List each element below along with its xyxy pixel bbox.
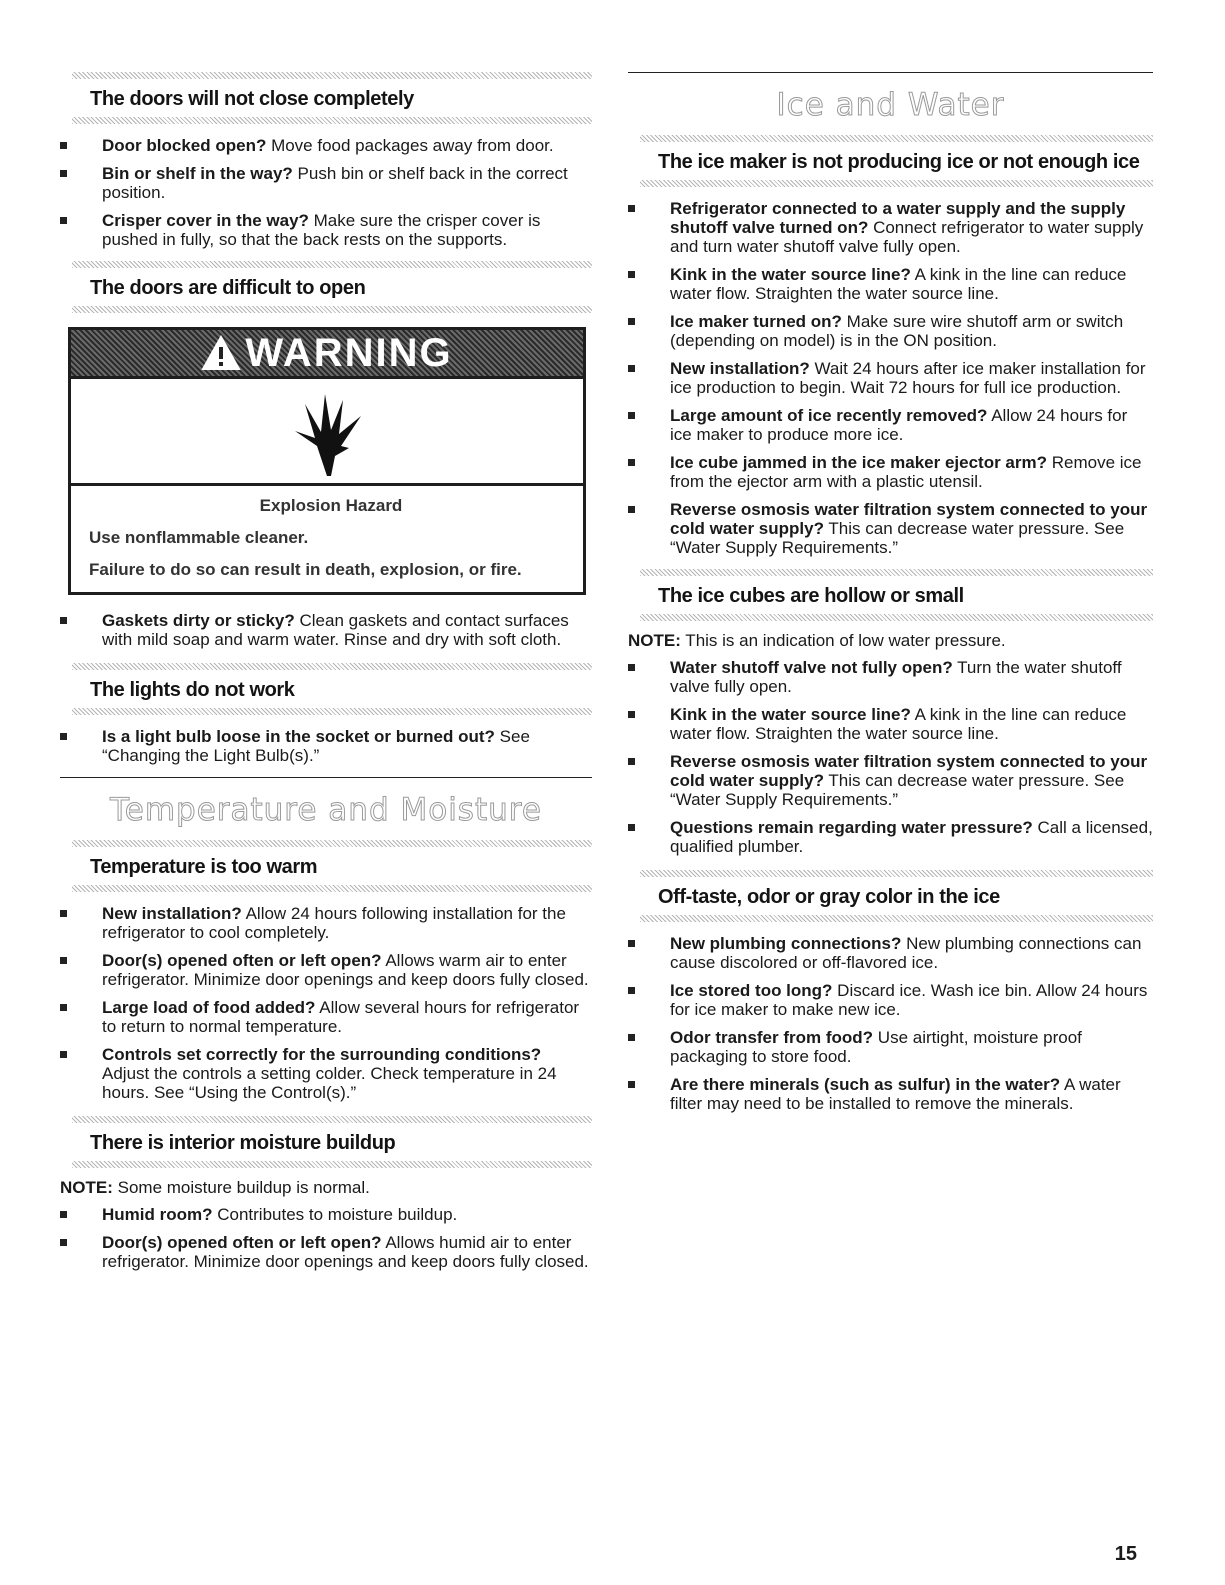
- list-item: Large load of food added? Allow several hours for refrigerator to return to normal temperature.: [60, 998, 592, 1036]
- bullet-icon: [628, 1081, 635, 1088]
- list-lights: [60, 727, 592, 765]
- bullet-icon: [628, 271, 635, 278]
- divider: [72, 663, 592, 670]
- page-number: 15: [1114, 1543, 1137, 1565]
- bullet-icon: [60, 733, 67, 740]
- list-item: Gaskets dirty or sticky? Clean gaskets and contact surfaces with mild soap and warm water. Rinse and dry with soft cloth.: [60, 611, 592, 649]
- heading-moisture: There is interior moisture buildup: [90, 1132, 396, 1154]
- divider: [72, 72, 592, 79]
- warning-line: Failure to do so can result in death, explosion, or fire.: [89, 560, 522, 579]
- bullet-icon: [60, 957, 67, 964]
- bullet-icon: [60, 170, 67, 177]
- bullet-icon: [60, 1239, 67, 1246]
- list-doors-close: [60, 136, 592, 249]
- list-moisture: [60, 1205, 592, 1271]
- list-item: Door(s) opened often or left open? Allows warm air to enter refrigerator. Minimize door openings and keep doors fully closed.: [60, 951, 592, 989]
- bullet-icon: [628, 758, 635, 765]
- divider: [72, 117, 592, 124]
- divider: [640, 180, 1153, 187]
- section-rule: [60, 777, 592, 778]
- heading-too-warm: Temperature is too warm: [90, 856, 318, 878]
- bullet-icon: [628, 459, 635, 466]
- divider: [640, 915, 1153, 922]
- bullet-icon: [628, 205, 635, 212]
- bullet-icon: [628, 987, 635, 994]
- bullet-icon: [628, 412, 635, 419]
- list-item: Refrigerator connected to a water supply and the supply shutoff valve turned on? Connect refrigerator to water supply and turn water shutoff valve fully open.: [628, 199, 1153, 256]
- list-item: Reverse osmosis water filtration system connected to your cold water supply? This can decrease water pressure. See “Water Supply Requirements.”: [628, 500, 1153, 557]
- list-item: New plumbing connections? New plumbing connections can cause discolored or off-flavored ice.: [628, 934, 1153, 972]
- list-item: Door blocked open? Move food packages away from door.: [60, 136, 592, 155]
- warning-box: [68, 327, 586, 595]
- list-item: Are there minerals (such as sulfur) in the water? A water filter may need to be installed to remove the minerals.: [628, 1075, 1153, 1113]
- list-item: New installation? Wait 24 hours after ice maker installation for ice production to begin. Wait 72 hours for full ice production.: [628, 359, 1153, 397]
- divider: [72, 1161, 592, 1168]
- list-item: Ice stored too long? Discard ice. Wash ice bin. Allow 24 hours for ice maker to make new ice.: [628, 981, 1153, 1019]
- section-rule: [628, 72, 1153, 73]
- section-title-temperature: Temperature and Moisture: [110, 792, 542, 828]
- bullet-icon: [60, 1211, 67, 1218]
- warning-title: WARNING: [245, 330, 453, 375]
- divider: [72, 840, 592, 847]
- bullet-icon: [60, 142, 67, 149]
- list-too-warm: [60, 904, 592, 1102]
- heading-doors-open: The doors are difficult to open: [90, 277, 366, 299]
- bullet-icon: [628, 824, 635, 831]
- explosion-icon: [71, 379, 583, 486]
- section-title-ice-water: Ice and Water: [776, 87, 1005, 123]
- warning-header: [71, 330, 583, 379]
- warning-hazard: Explosion Hazard: [259, 496, 403, 515]
- list-item: Humid room? Contributes to moisture buildup.: [60, 1205, 592, 1224]
- list-item: New installation? Allow 24 hours following installation for the refrigerator to cool completely.: [60, 904, 592, 942]
- heading-off-taste: Off-taste, odor or gray color in the ice: [658, 886, 1000, 908]
- divider: [72, 708, 592, 715]
- left-column: [60, 0, 592, 1280]
- bullet-icon: [628, 1034, 635, 1041]
- warning-body: [71, 486, 583, 592]
- bullet-icon: [628, 664, 635, 671]
- bullet-icon: [628, 318, 635, 325]
- list-item: Ice maker turned on? Make sure wire shutoff arm or switch (depending on model) is in the ON position.: [628, 312, 1153, 350]
- right-column: [628, 0, 1153, 1122]
- bullet-icon: [60, 1004, 67, 1011]
- heading-hollow: The ice cubes are hollow or small: [658, 585, 964, 607]
- list-item: Ice cube jammed in the ice maker ejector arm? Remove ice from the ejector arm with a plastic utensil.: [628, 453, 1153, 491]
- divider: [72, 1116, 592, 1123]
- list-off-taste: [628, 934, 1153, 1113]
- list-item: Controls set correctly for the surrounding conditions? Adjust the controls a setting colder. Check temperature in 24 hours. See “Using the Control(s).”: [60, 1045, 592, 1102]
- warning-triangle-icon: [201, 335, 241, 371]
- bullet-icon: [60, 910, 67, 917]
- heading-doors-close: The doors will not close completely: [90, 88, 414, 110]
- list-item: Kink in the water source line? A kink in the line can reduce water flow. Straighten the water source line.: [628, 705, 1153, 743]
- heading-not-producing: The ice maker is not producing ice or not enough ice: [658, 151, 1140, 173]
- list-item: Odor transfer from food? Use airtight, moisture proof packaging to store food.: [628, 1028, 1153, 1066]
- list-item: Water shutoff valve not fully open? Turn the water shutoff valve fully open.: [628, 658, 1153, 696]
- list-item: Large amount of ice recently removed? Allow 24 hours for ice maker to produce more ice.: [628, 406, 1153, 444]
- divider: [640, 614, 1153, 621]
- list-item: Reverse osmosis water filtration system connected to your cold water supply? This can decrease water pressure. See “Water Supply Requirements.”: [628, 752, 1153, 809]
- warning-line: Use nonflammable cleaner.: [89, 528, 309, 547]
- bullet-icon: [628, 506, 635, 513]
- list-item: Door(s) opened often or left open? Allows humid air to enter refrigerator. Minimize door openings and keep doors fully closed.: [60, 1233, 592, 1271]
- bullet-icon: [628, 365, 635, 372]
- bullet-icon: [60, 1051, 67, 1058]
- list-item: Bin or shelf in the way? Push bin or shelf back in the correct position.: [60, 164, 592, 202]
- divider: [72, 261, 592, 268]
- divider: [640, 870, 1153, 877]
- list-item: Is a light bulb loose in the socket or burned out? See “Changing the Light Bulb(s).”: [60, 727, 592, 765]
- list-not-producing: [628, 199, 1153, 557]
- note: NOTE: Some moisture buildup is normal.: [60, 1178, 370, 1197]
- list-item: Kink in the water source line? A kink in the line can reduce water flow. Straighten the water source line.: [628, 265, 1153, 303]
- note: NOTE: This is an indication of low water pressure.: [628, 631, 1006, 650]
- divider: [640, 569, 1153, 576]
- bullet-icon: [60, 617, 67, 624]
- list-item: Crisper cover in the way? Make sure the crisper cover is pushed in fully, so that the back rests on the supports.: [60, 211, 592, 249]
- list-item: Questions remain regarding water pressure? Call a licensed, qualified plumber.: [628, 818, 1153, 856]
- divider: [72, 885, 592, 892]
- bullet-icon: [628, 940, 635, 947]
- bullet-icon: [628, 711, 635, 718]
- divider: [72, 306, 592, 313]
- divider: [640, 135, 1153, 142]
- list-gaskets: [60, 611, 592, 649]
- list-hollow: [628, 658, 1153, 856]
- heading-lights: The lights do not work: [90, 679, 295, 701]
- bullet-icon: [60, 217, 67, 224]
